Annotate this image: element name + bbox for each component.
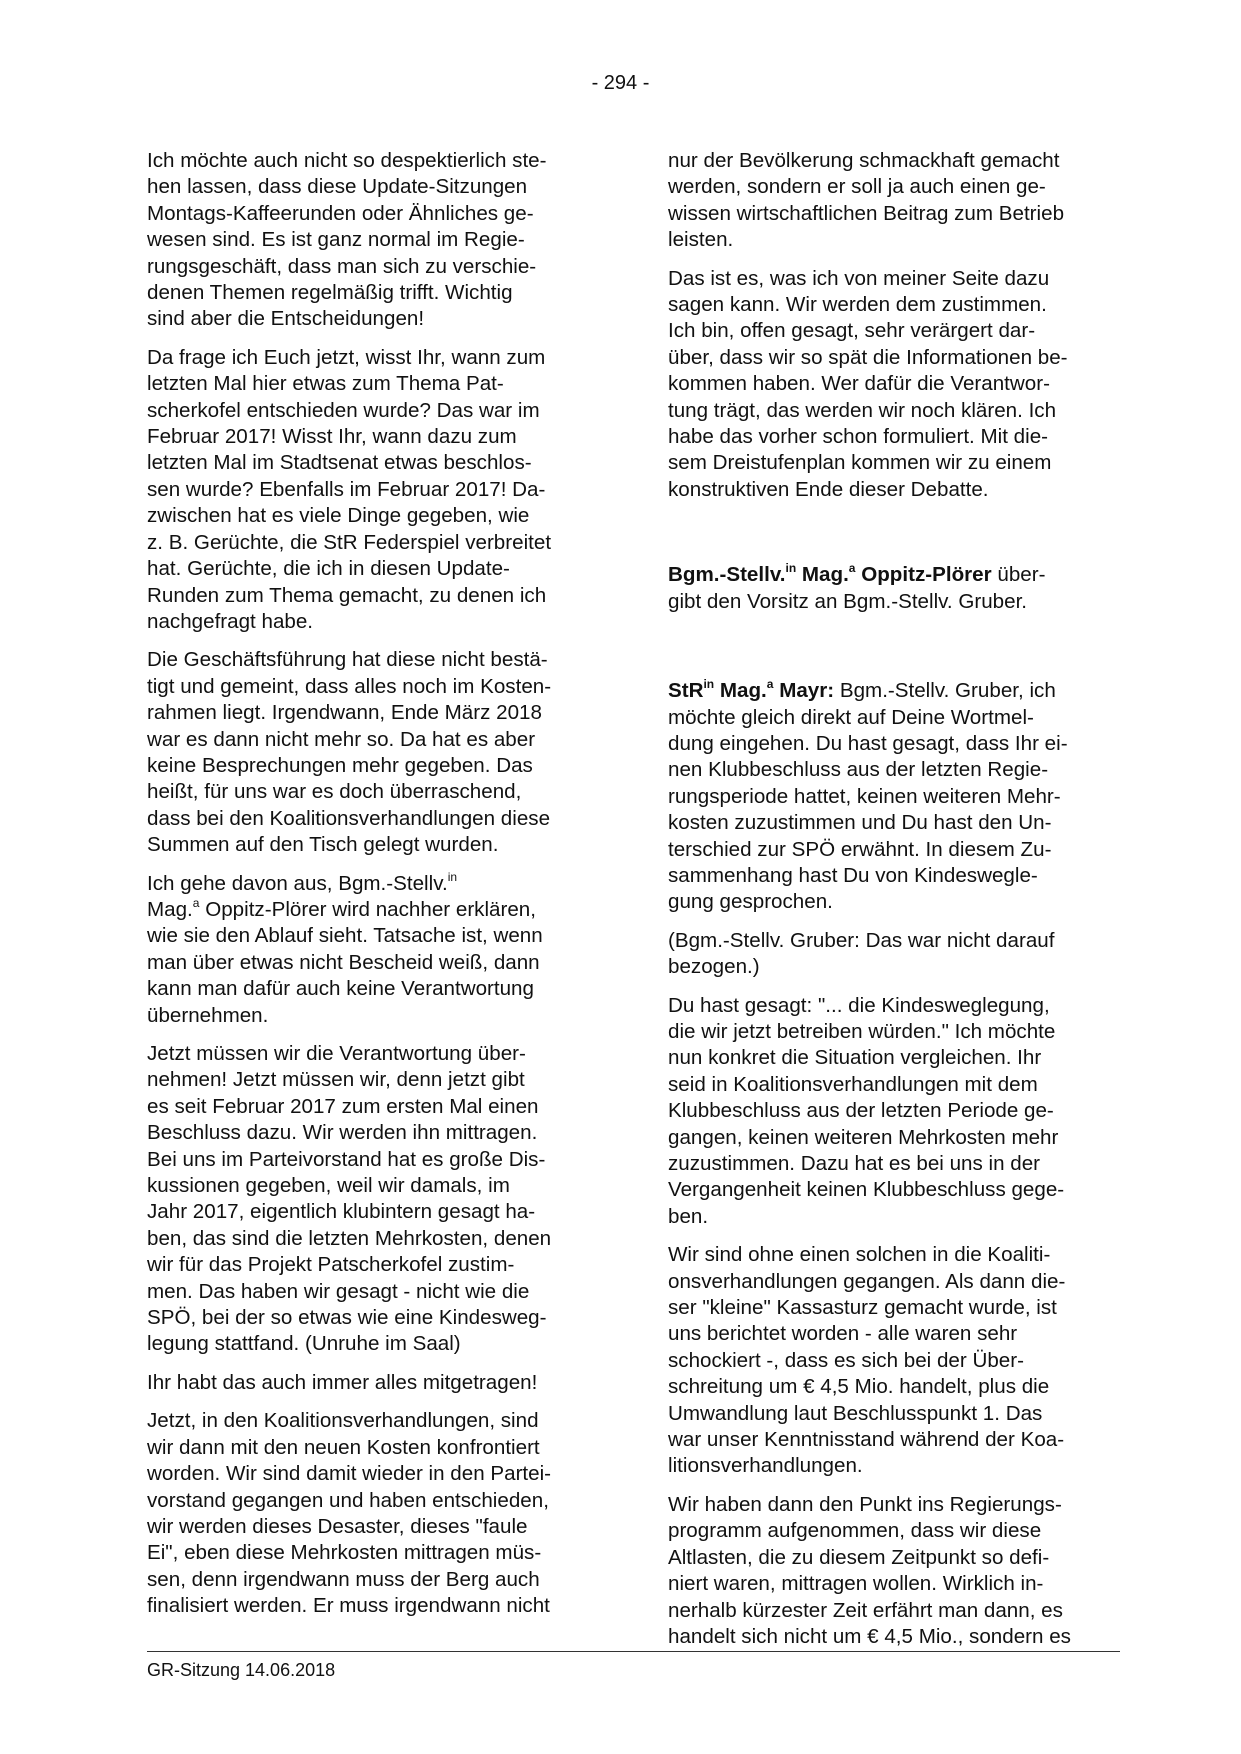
paragraph: Wir haben dann den Punkt ins Regierungs- programm aufgenommen, dass wir diese Altlasten, die zu diesem Zeitpunkt so defi- niert waren, mittragen wollen. Wirklich in- nerhalb kürzester Zeit erfährt man dann, es handelt sich nicht um € 4,5 Mio., sondern es (668, 1492, 1071, 1648)
speaker-paragraph (668, 562, 1120, 615)
footer-text: GR-Sitzung 14.06.2018 (147, 1660, 336, 1680)
text-run: über- gibt den Vorsitz an Bgm.-Stellv. Gruber. (668, 563, 1046, 613)
superscript: a (192, 896, 200, 911)
paragraph: Jetzt, in den Koalitionsverhandlungen, sind wir dann mit den neuen Kosten konfrontiert worden. Wir sind damit wieder in den Partei- vorstand gegangen und haben entschieden, wir werden dieses Desaster, dieses "faule Ei", eben diese Mehrkosten mittragen müs- sen, denn irgendwann muss der Berg auch finalisiert werden. Er muss irgendwann nicht (147, 1409, 552, 1618)
paragraph: Wir sind ohne einen solchen in die Koaliti- onsverhandlungen gegangen. Als dann die- ser "kleine" Kassasturz gemacht wurde, ist uns berichtet worden - alle waren sehr schockiert -, dass es sich bei der Über- schreitung um € 4,5 Mio. handelt, plus die Umwandlung laut Beschlusspunkt 1. Das war unser Kenntnisstand während der Koa- litionsverhandlungen. (668, 1243, 1066, 1478)
left-column (147, 148, 599, 1632)
text-run: Mag. (147, 897, 193, 921)
text-run: Bgm.-Stellv. Gruber, ich möchte gleich direkt auf Deine Wortmel- dung eingehen. Du hast gesagt, dass Ihr ei- nen Klubbeschluss aus der letzten Regie- rungsperiode hattet, keinen weiteren Mehr- kosten zuzustimmen und Du hast den Un- terschied zur SPÖ erwähnt. In diesem Zu- sammenhang hast Du von Kindeswegle- gung gesprochen. (668, 679, 1068, 914)
speaker-paragraph (668, 678, 1120, 916)
speaker-name: StR$^{in}$ Mag.$^a$ Mayr: (668, 677, 835, 703)
paragraph: Da frage ich Euch jetzt, wisst Ihr, wann zum letzten Mal hier etwas zum Thema Pat- scherkofel entschieden wurde? Das war im Februar 2017! Wisst Ihr, wann dazu zum letzten Mal im Stadtsenat etwas beschlos- sen wurde? Ebenfalls im Februar 2017! Da- zwischen hat es viele Dinge gegeben, wie z. B. Gerüchte, die StR Federspiel verbreitet hat. Gerüchte, die ich in diesen Update- Runden zum Thema gemacht, zu denen ich nachgefragt habe. (147, 345, 552, 633)
paragraph: Du hast gesagt: "... die Kindesweglegung, die wir jetzt betreiben würden." Ich möchte nun konkret die Situation vergleichen. Ihr seid in Koalitionsverhandlungen mit dem Klubbeschluss aus der letzten Periode ge- gangen, keinen weiteren Mehrkosten mehr zuzustimmen. Dazu hat es bei uns in der Vergangenheit keinen Klubbeschluss gege- ben. (668, 993, 1065, 1228)
paragraph (147, 871, 599, 1029)
paragraph: Ihr habt das auch immer alles mitgetragen! (147, 1370, 538, 1394)
text-run: Ich gehe davon aus, Bgm.-Stellv. (147, 871, 448, 895)
speaker-name: Bgm.-Stellv.$^{in}$ Mag.$^a$ Oppitz-Plörer (668, 561, 992, 587)
paragraph: Ich möchte auch nicht so despektierlich ste- hen lassen, dass diese Update-Sitzungen Montags-Kaffeerunden oder Ähnliches ge- wesen sind. Es ist ganz normal im Regie- rungsgeschäft, dass man sich zu verschie- denen Themen regelmäßig trifft. Wichtig sind aber die Entscheidungen! (147, 149, 547, 331)
right-column (668, 148, 1120, 1662)
footer-divider (147, 1651, 1120, 1652)
paragraph: Das ist es, was ich von meiner Seite dazu sagen kann. Wir werden dem zustimmen. Ich bin, offen gesagt, sehr verärgert dar- über, dass wir so spät die Informationen be- kommen haben. Wer dafür die Verantwor- tung trägt, das werden wir noch klären. Ich habe das vorher schon formuliert. Mit die- sem Dreistufenplan kommen wir zu einem konstruktiven Ende dieser Debatte. (668, 266, 1068, 501)
superscript: in (447, 869, 458, 884)
paragraph: (Bgm.-Stellv. Gruber: Das war nicht darauf bezogen.) (668, 928, 1055, 979)
text-run: Oppitz-Plörer wird nachher erklären, wie sie den Ablauf sieht. Tatsache ist, wenn man über etwas nicht Bescheid weiß, dann kann man dafür auch keine Verantwortung übernehmen. (147, 897, 543, 1027)
paragraph: Die Geschäftsführung hat diese nicht bestä- tigt und gemeint, dass alles noch im Kosten- rahmen liegt. Irgendwann, Ende März 2018 war es dann nicht mehr so. Da hat es aber keine Besprechungen mehr gegeben. Das heißt, für uns war es doch überraschend, dass bei den Koalitionsverhandlungen diese Summen auf den Tisch gelegt wurden. (147, 648, 552, 857)
paragraph: Jetzt müssen wir die Verantwortung über- nehmen! Jetzt müssen wir, denn jetzt gibt es seit Februar 2017 zum ersten Mal einen Beschluss dazu. Wir werden ihn mittragen. Bei uns im Parteivorstand hat es große Dis- kussionen gegeben, weil wir damals, im Jahr 2017, eigentlich klubintern gesagt ha- ben, das sind die letzten Mehrkosten, denen wir für das Projekt Patscherkofel zustim- men. Das haben wir gesagt - nicht wie die SPÖ, bei der so etwas wie eine Kindesweg- legung stattfand. (Unruhe im Saal) (147, 1042, 552, 1356)
page-number: - 294 - (591, 72, 650, 94)
paragraph: nur der Bevölkerung schmackhaft gemacht werden, sondern er soll ja auch einen ge- wissen wirtschaftlichen Beitrag zum Betrieb leisten. (668, 149, 1065, 252)
